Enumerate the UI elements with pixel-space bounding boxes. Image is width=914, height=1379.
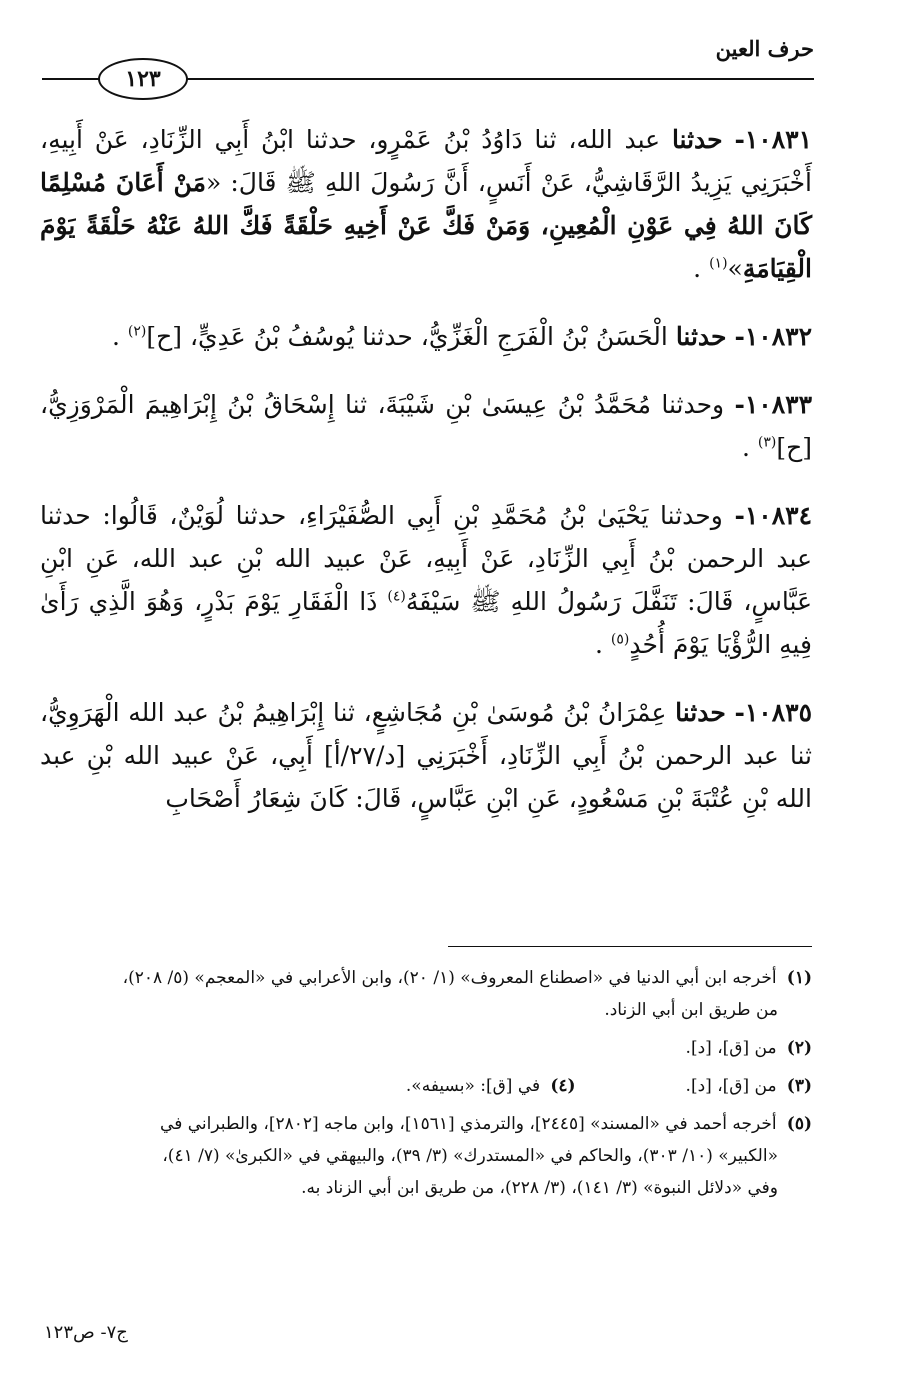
chapter-title: حرف العين — [715, 36, 814, 61]
footnote-row-3-4 — [40, 1070, 812, 1102]
entry-number: ١٠٨٣١- — [734, 125, 813, 154]
footnote-number: (٢) — [786, 1038, 812, 1058]
entry-end: . — [693, 254, 702, 283]
footnote-1 — [40, 962, 812, 1026]
entry-number: ١٠٨٣٢- — [734, 322, 812, 351]
entry-10831 — [40, 118, 812, 290]
page-footer: ج٧- ص١٢٣ — [44, 1322, 128, 1343]
footnote-number: (١) — [786, 968, 812, 988]
footnote-number: (٥) — [786, 1114, 812, 1134]
footnote-number: (٤) — [550, 1076, 576, 1096]
entry-end: . — [741, 433, 750, 462]
entry-number: ١٠٨٣٣- — [734, 390, 812, 419]
footnote-ref: (٣) — [757, 434, 777, 451]
entry-number: ١٠٨٣٥- — [734, 698, 812, 727]
footnote-text-cont: من طريق ابن أبي الزناد. — [604, 1000, 778, 1020]
entry-lead: حدثنا — [671, 125, 723, 154]
entry-text: عِمْرَانُ بْنُ مُوسَىٰ بْنِ مُجَاشِعٍ، ثنا إِبْرَاهِيمُ بْنُ عبد الله الْهَرَوِيُّ، ثنا عبد الرحمن بْنُ أَبِي الزِّنَادِ، أَخْبَرَنِي [د/٢٧/أ] أَبِي، عَنْ عبيد الله بْنِ عبد الله بْنِ عُتْبَةَ بْنِ مَسْعُودٍ، عَنِ ابْنِ عَبَّاسٍ، قَالَ: كَانَ شِعَارُ أَصْحَابِ — [40, 698, 812, 813]
footnotes — [40, 962, 812, 1210]
footnote-4 — [406, 1070, 576, 1102]
entry-lead: حدثنا — [675, 322, 727, 351]
footnote-rule — [448, 946, 812, 947]
footnote-3 — [686, 1070, 812, 1102]
entry-10835 — [40, 691, 812, 820]
entry-text: وحدثنا يَحْيَىٰ بْنُ مُحَمَّدِ بْنِ أَبِي الصُّفَيْرَاءِ، حدثنا لُوَيْنٌ، قَالُوا: حدثنا عبد الرحمن بْنُ أَبِي الزِّنَادِ، عَنْ أَبِيهِ، عَنْ عبيد الله بْنِ عبد الله، عَنِ ابْنِ عَبَّاسٍ، قَالَ: تَنَفَّلَ رَسُولُ اللهِ ﷺ سَيْفَهُ — [40, 501, 812, 616]
footnote-5 — [40, 1108, 812, 1204]
entry-text: وحدثنا مُحَمَّدُ بْنُ عِيسَىٰ بْنِ شَيْبَةَ، ثنا إِسْحَاقُ بْنُ إِبْرَاهِيمَ الْمَرْوَزِيُّ، [ح] — [40, 390, 812, 462]
footnote-ref: (١) — [709, 255, 728, 272]
footnote-text: أخرجه أحمد في «المسند» [٢٤٤٥]، والترمذي [١٥٦١]، وابن ماجه [٢٨٠٢]، والطبراني في — [160, 1114, 777, 1134]
footnote-text-cont: وفي «دلائل النبوة» (٣/ ١٤١)، (٣/ ٢٢٨)، من طريق ابن أبي الزناد به. — [301, 1178, 778, 1198]
footnote-ref: (٥) — [610, 631, 630, 648]
entry-10834 — [40, 494, 812, 666]
entry-text: الْحَسَنُ بْنُ الْفَرَجِ الْغَزِّيُّ، حدثنا يُوسُفُ بْنُ عَدِيٍّ، [ح] — [146, 322, 668, 351]
footnote-text: من [ق]، [د]. — [685, 1038, 777, 1058]
entry-lead: حدثنا — [675, 698, 726, 727]
entry-number: ١٠٨٣٤- — [734, 501, 813, 530]
footnote-number: (٣) — [786, 1076, 812, 1096]
footnote-text: من [ق]، [د]. — [685, 1076, 777, 1096]
entry-end: . — [111, 322, 120, 351]
page-number-badge: ١٢٣ — [98, 58, 188, 100]
footnote-text: أخرجه ابن أبي الدنيا في «اصطناع المعروف» (١/ ٢٠)، وابن الأعرابي في «المعجم» (٥/ ٢٠٨)، — [122, 968, 777, 988]
footnote-2 — [40, 1032, 812, 1064]
footnote-text-cont: «الكبير» (١٠/ ٣٠٣)، والحاكم في «المستدرك» (٣/ ٣٩)، والبيهقي في «الكبرىٰ» (٧/ ٤١)، — [162, 1146, 778, 1166]
quote-close: » — [727, 254, 743, 283]
entry-10832 — [40, 315, 812, 358]
footnote-ref: (٤) — [387, 588, 406, 605]
main-text — [40, 118, 812, 845]
entry-end: . — [595, 630, 603, 659]
entry-10833 — [40, 383, 812, 469]
footnote-ref: (٢) — [127, 323, 147, 340]
footnote-text: في [ق]: «بسيفه». — [405, 1076, 541, 1096]
hadith-text: مَنْ أَعَانَ مُسْلِمًا كَانَ اللهُ فِي عَوْنِ الْمُعِينِ، وَمَنْ فَكَّ عَنْ أَخِيهِ حَلْقَةً فَكَّ اللهُ عَنْهُ حَلْقَةً يَوْمَ الْقِيَامَةِ — [40, 168, 812, 283]
entry-text-cont: ذَا الْفَقَارِ يَوْمَ بَدْرٍ، وَهُوَ الَّذِي رَأَىٰ فِيهِ الرُّؤْيَا يَوْمَ أُحُدٍ — [40, 587, 812, 659]
entry-text: عبد الله، ثنا دَاوُدُ بْنُ عَمْرٍو، حدثنا ابْنُ أَبِي الزِّنَادِ، عَنْ أَبِيهِ، أَخْبَرَنِي يَزِيدُ الرَّقَاشِيُّ، عَنْ أَنَسٍ، أَنَّ رَسُولَ اللهِ ﷺ قَالَ: « — [40, 125, 813, 197]
